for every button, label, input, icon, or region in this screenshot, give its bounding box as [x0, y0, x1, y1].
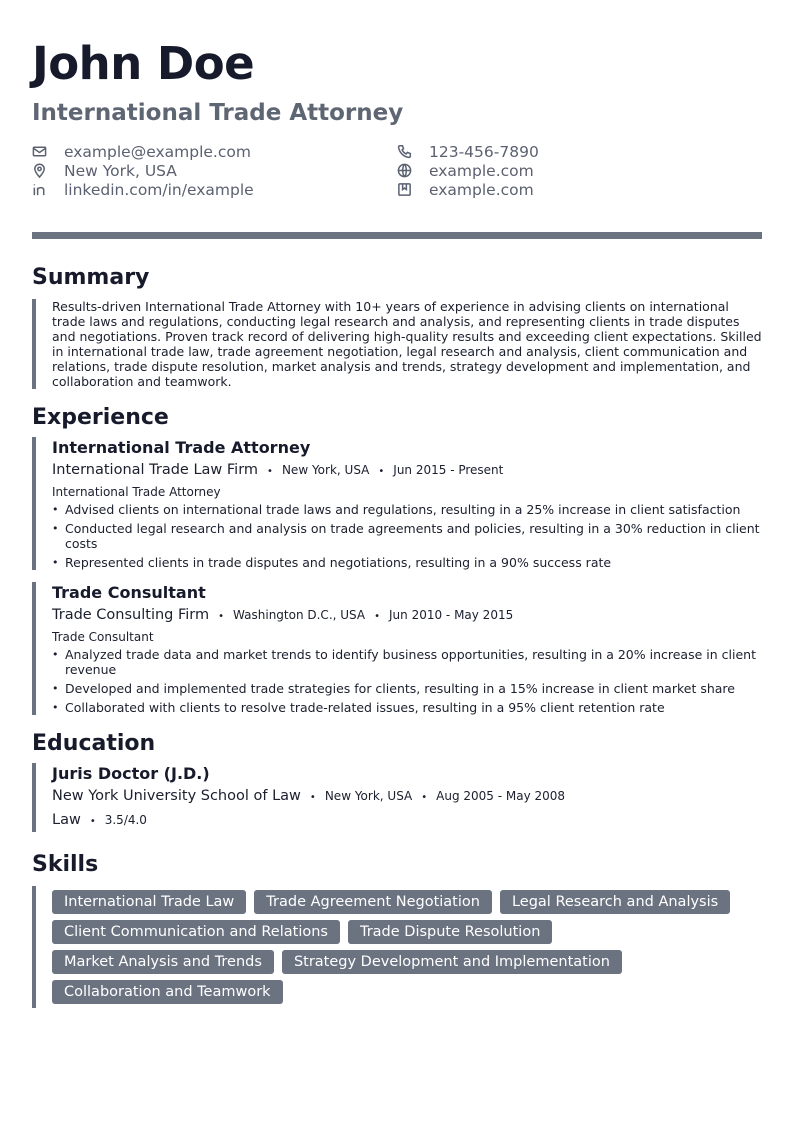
contact-info	[32, 142, 762, 199]
candidate-name: John Doe	[32, 37, 255, 90]
experience-heading: Experience	[32, 405, 169, 430]
bullet-item: • Advised clients on international trade laws and regulations, resulting in a 25% increase in client satisfaction	[52, 502, 762, 517]
job-meta	[52, 605, 762, 627]
contact-website-text: example.com	[429, 161, 534, 180]
skill-chip: Trade Dispute Resolution	[348, 920, 552, 944]
company-name: International Trade Law Firm	[52, 462, 259, 478]
job-bullets	[52, 647, 762, 715]
job-dates: Jun 2015 - Present	[393, 463, 504, 477]
school-location: New York, USA	[324, 789, 413, 803]
separator-dot: •	[89, 816, 96, 827]
bullet-item: • Represented clients in trade disputes and negotiations, resulting in a 90% success rate	[52, 555, 762, 570]
skills-list	[52, 890, 752, 1004]
contact-column-left	[32, 142, 397, 199]
contact-phone-text: 123-456-7890	[429, 142, 539, 161]
skill-chip: Trade Agreement Negotiation	[254, 890, 492, 914]
job-meta	[52, 460, 762, 482]
gpa: 3.5/4.0	[104, 813, 147, 827]
contact-email[interactable]	[32, 142, 397, 161]
job-role: International Trade Attorney	[52, 485, 221, 499]
bullet-item: • Conducted legal research and analysis on trade agreements and policies, resulting in a 30% reduction in client costs	[52, 521, 762, 551]
contact-column-right	[397, 142, 762, 199]
degree-name: Juris Doctor (J.D.)	[52, 764, 210, 783]
skill-chip: Collaboration and Teamwork	[52, 980, 283, 1004]
contact-portfolio[interactable]	[397, 180, 762, 199]
job-title: International Trade Attorney	[52, 438, 311, 457]
job-location: Washington D.C., USA	[233, 608, 366, 622]
bookmark-icon	[397, 182, 429, 197]
experience-entry	[32, 582, 762, 715]
bullet-item: • Collaborated with clients to resolve trade-related issues, resulting in a 95% client retention rate	[52, 700, 762, 715]
job-role: Trade Consultant	[52, 630, 154, 644]
phone-icon	[397, 144, 429, 159]
contact-location-text: New York, USA	[64, 161, 177, 180]
separator-dot: •	[378, 466, 385, 477]
skills-block	[32, 886, 762, 1008]
bullet-item: • Developed and implemented trade strategies for clients, resulting in a 15% increase in client market share	[52, 681, 762, 696]
envelope-icon	[32, 144, 64, 159]
candidate-title: International Trade Attorney	[32, 100, 404, 126]
education-heading: Education	[32, 731, 156, 756]
education-dates: Aug 2005 - May 2008	[436, 789, 566, 803]
separator-dot: •	[309, 792, 316, 803]
separator-dot: •	[267, 466, 273, 477]
field-of-study: Law	[52, 812, 81, 828]
contact-website[interactable]	[397, 161, 762, 180]
linkedin-icon	[32, 182, 64, 197]
summary-heading: Summary	[32, 265, 150, 290]
summary-text: Results-driven International Trade Attorney with 10+ years of experience in advising clients on international trade laws and regulations, conducting legal research and analysis, and representing clients in trade disputes and negotiations. Proven track record of delivering high-quality results and exceeding client expectations. Skilled in international trade law, trade agreement negotiation, legal research and analysis, client communication and relations, trade dispute resolution, market analysis and trends, strategy development and implementation, and collaboration and teamwork.	[52, 299, 762, 389]
company-name: Trade Consulting Firm	[52, 607, 210, 623]
separator-dot: •	[374, 611, 380, 622]
contact-linkedin[interactable]	[32, 180, 397, 199]
summary-block	[32, 299, 762, 389]
skills-heading: Skills	[32, 852, 99, 877]
education-field-meta	[52, 810, 762, 832]
bullet-item: • Analyzed trade data and market trends to identify business opportunities, resulting in a 20% increase in client revenue	[52, 647, 762, 677]
contact-email-text: example@example.com	[64, 142, 251, 161]
education-meta	[52, 786, 762, 808]
skill-chip: Client Communication and Relations	[52, 920, 340, 944]
skill-chip: Market Analysis and Trends	[52, 950, 274, 974]
separator-dot: •	[218, 611, 225, 622]
contact-phone[interactable]	[397, 142, 762, 161]
contact-linkedin-text: linkedin.com/in/example	[64, 180, 254, 199]
skill-chip: Legal Research and Analysis	[500, 890, 730, 914]
job-dates: Jun 2010 - May 2015	[389, 608, 514, 622]
job-bullets	[52, 502, 762, 570]
contact-location	[32, 161, 397, 180]
contact-portfolio-text: example.com	[429, 180, 534, 199]
experience-entry	[32, 437, 762, 570]
skill-chip: Strategy Development and Implementation	[282, 950, 622, 974]
skill-chip: International Trade Law	[52, 890, 246, 914]
job-title: Trade Consultant	[52, 583, 206, 602]
globe-icon	[397, 163, 429, 178]
job-location: New York, USA	[281, 463, 370, 477]
school-name: New York University School of Law	[52, 788, 301, 804]
separator-dot: •	[421, 792, 428, 803]
header-divider	[32, 232, 762, 239]
map-pin-icon	[32, 163, 64, 178]
education-entry	[32, 763, 762, 832]
